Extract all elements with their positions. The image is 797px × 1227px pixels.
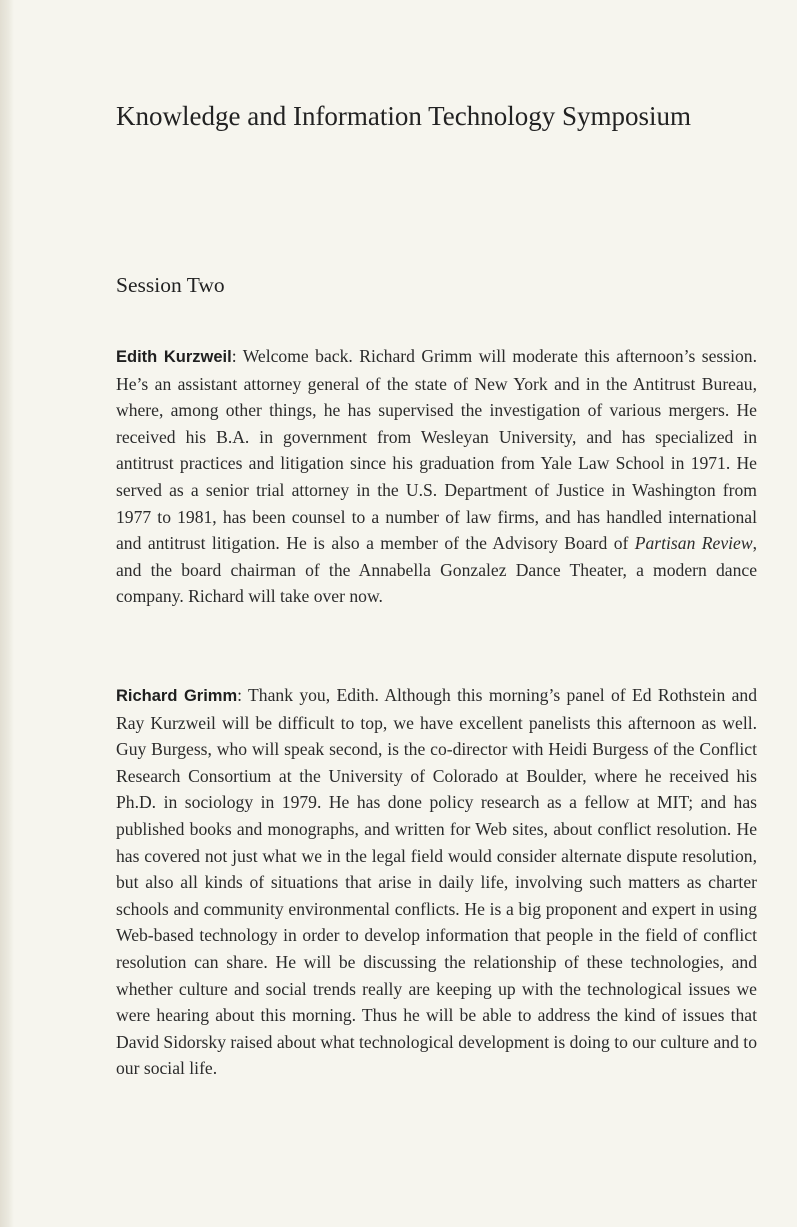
speaker-separator: : — [237, 685, 249, 705]
journal-title: Partisan Review — [634, 533, 753, 554]
paragraph-edith-kurzweil — [116, 343, 757, 610]
page-title: Knowledge and Information Technology Symposium — [116, 101, 692, 131]
paragraph-text: Thank you, Edith. Although this morning’s panel of Ed Rothstein and Ray Kurzweil will be difficult to top, we have excellent panelists this afternoon as well. Guy Burgess, who will speak second, is the co-director with Heidi Burgess of the Conflict Research Consortium at the University of Colorado at Boulder, where he received his Ph.D. in sociology in 1979. He has done policy research as a fellow at MIT; and has published books and monographs, and written for Web sites, about conflict resolution. He has covered not just what we in the legal field would consider alternate dispute resolution, but also all kinds of situations that arise in daily life, involving such matters as charter schools and community environmental conflicts. He is a big proponent and expert in using Web-based technology in order to develop information that people in the field of conflict resolution can share. He will be discussing the relationship of these technologies, and whether culture and social trends really are keeping up with the technological issues we were hearing about this morning. Thus he will be able to address the kind of issues that David Sidorsky raised about what technological development is doing to our culture and to our social life. — [116, 685, 758, 1079]
paragraph-richard-grimm — [116, 682, 757, 1082]
section-heading: Session Two — [116, 273, 225, 297]
speaker-separator: : — [231, 346, 243, 366]
page-spine-shadow — [0, 0, 14, 1227]
speaker-name: Edith Kurzweil — [116, 348, 232, 366]
paragraph-text-continued: , and the board chairman of the Annabella Gonzalez Dance Theater, a modern dance company. Richard will take over now. — [116, 533, 757, 607]
speaker-name: Richard Grimm — [116, 687, 238, 705]
paragraph-text: Welcome back. Richard Grimm will moderate this afternoon’s session. He’s an assistant attorney general of the state of New York and in the Antitrust Bureau, where, among other things, he has supervised the investigation of various mergers. He received his B.A. in government from Wesleyan University, and has specialized in antitrust practices and litigation since his graduation from Yale Law School in 1971. He served as a senior trial attorney in the U.S. Department of Justice in Washington from 1977 to 1981, has been counsel to a number of law firms, and has handled international and antitrust litigation. He is also a member of the Advisory Board of — [116, 346, 757, 554]
